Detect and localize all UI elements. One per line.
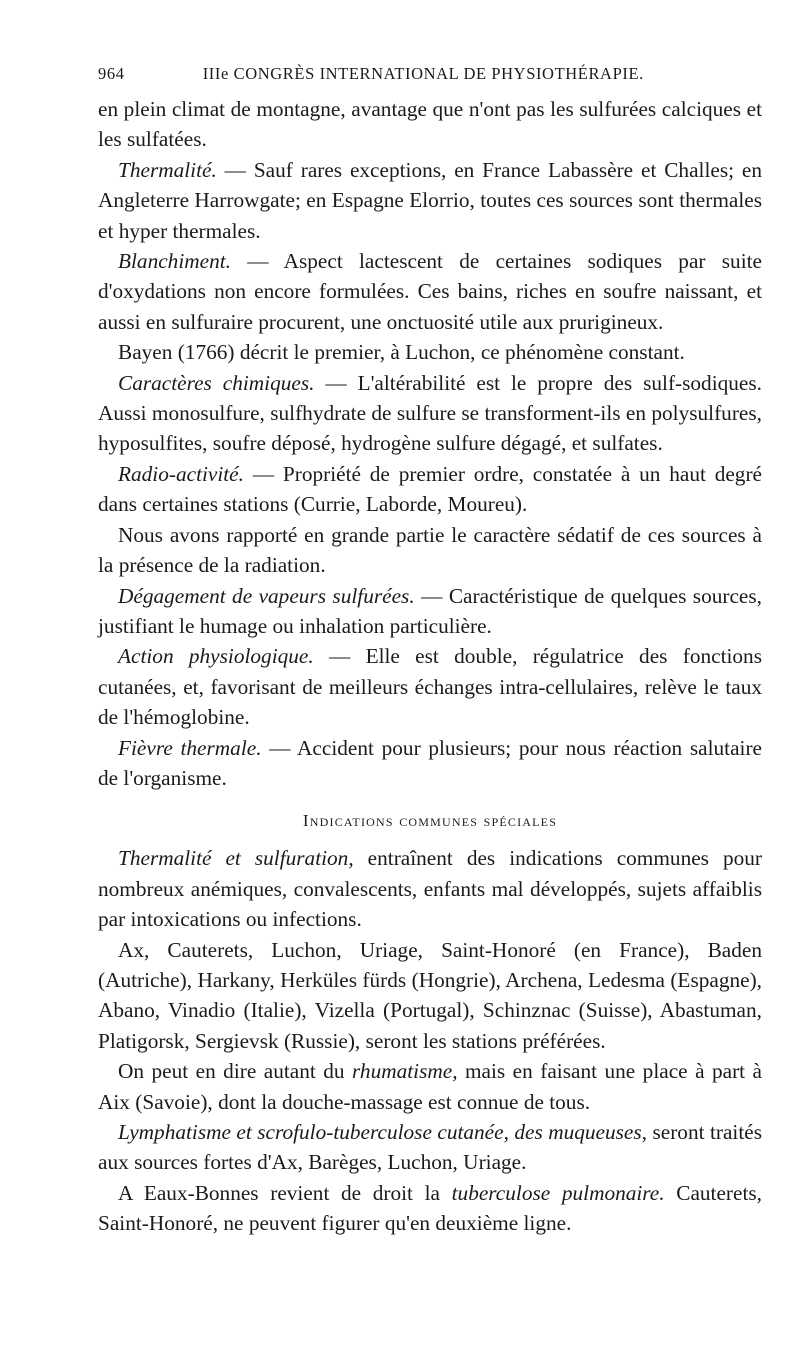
- section-heading: Indications communes spéciales: [302, 811, 558, 831]
- page-header: [98, 64, 762, 84]
- paragraph-thermalite: Thermalité. — Sauf rares exceptions, en France Labassère et Challes; en Angleterre Harrowgate; en Espagne Elorrio, toutes ces sources sont thermales et hyper thermales.: [98, 157, 762, 243]
- running-title: IIIe CONGRÈS INTERNATIONAL DE PHYSIOTHÉRAPIE.: [202, 64, 644, 83]
- paragraph-1: en plein climat de montagne, avantage que n'ont pas les sulfurées calciques et les sulfatées.: [98, 97, 762, 152]
- paragraph-caracteres-chimiques: Caractères chimiques. — L'altérabilité est le propre des sulf-sodiques. Aussi monosulfure, sulfhydrate de sulfure se transforment-ils en polysulfures, hyposulfites, soufre déposé, hydrogène sulfure dégagé, et sulfates.: [98, 370, 762, 456]
- paragraph-radio-activite: Radio-activité. — Propriété de premier ordre, constatée à un haut degré dans certaines stations (Currie, Laborde, Moureu).: [98, 461, 762, 517]
- paragraph-rhumatisme: On peut en dire autant du rhumatisme, mais en faisant une place à part à Aix (Savoie), dont la douche-massage est connue de tous.: [98, 1059, 763, 1114]
- paragraph-blanchiment: Blanchiment. — Aspect lactescent de certaines sodiques par suite d'oxydations non encore formulées. Ces bains, riches en soufre naissant, et aussi en sulfuraire procurent, une onctuosité utile aux prurigineux.: [98, 249, 762, 334]
- paragraph-fievre-thermale: Fièvre thermale. — Accident pour plusieurs; pour nous réaction salutaire de l'organisme.: [98, 735, 762, 790]
- paragraph-lymphatisme: Lymphatisme et scrofulo-tuberculose cutanée, des muqueuses, seront traités aux sources fortes d'Ax, Barèges, Luchon, Uriage.: [98, 1120, 762, 1175]
- paragraph-sedatif: Nous avons rapporté en grande partie le caractère sédatif de ces sources à la présence de la radiation.: [98, 522, 762, 578]
- paragraph-stations: Ax, Cauterets, Luchon, Uriage, Saint-Honoré (en France), Baden (Autriche), Harkany, Herküles fürds (Hongrie), Archena, Ledesma (Espagne), Abano, Vinadio (Italie), Vizella (Portugal), Schinznac (Suisse), Abastuman, Platigorsk, Sergievsk (Russie), seront les stations préférées.: [98, 937, 762, 1053]
- paragraph-thermalite-sulfuration: Thermalité et sulfuration, entraînent des indications communes pour nombreux anémiques, convalescents, enfants mal développés, sujets affaiblis par intoxications ou infections.: [98, 846, 763, 932]
- paragraph-action-physiologique: Action physiologique. — Elle est double, régulatrice des fonctions cutanées, et, favorisant de meilleurs échanges intra-cellulaires, relève le taux de l'hémoglobine.: [98, 644, 762, 730]
- paragraph-degagement: Dégagement de vapeurs sulfurées. — Caractéristique de quelques sources, justifiant le humage ou inhalation particulière.: [98, 583, 763, 638]
- paragraph-eaux-bonnes: A Eaux-Bonnes revient de droit la tuberculose pulmonaire. Cauterets, Saint-Honoré, ne peuvent figurer qu'en deuxième ligne.: [98, 1180, 762, 1236]
- page-number: 964: [98, 64, 125, 83]
- paragraph-bayen: Bayen (1766) décrit le premier, à Luchon, ce phénomène constant.: [118, 340, 685, 365]
